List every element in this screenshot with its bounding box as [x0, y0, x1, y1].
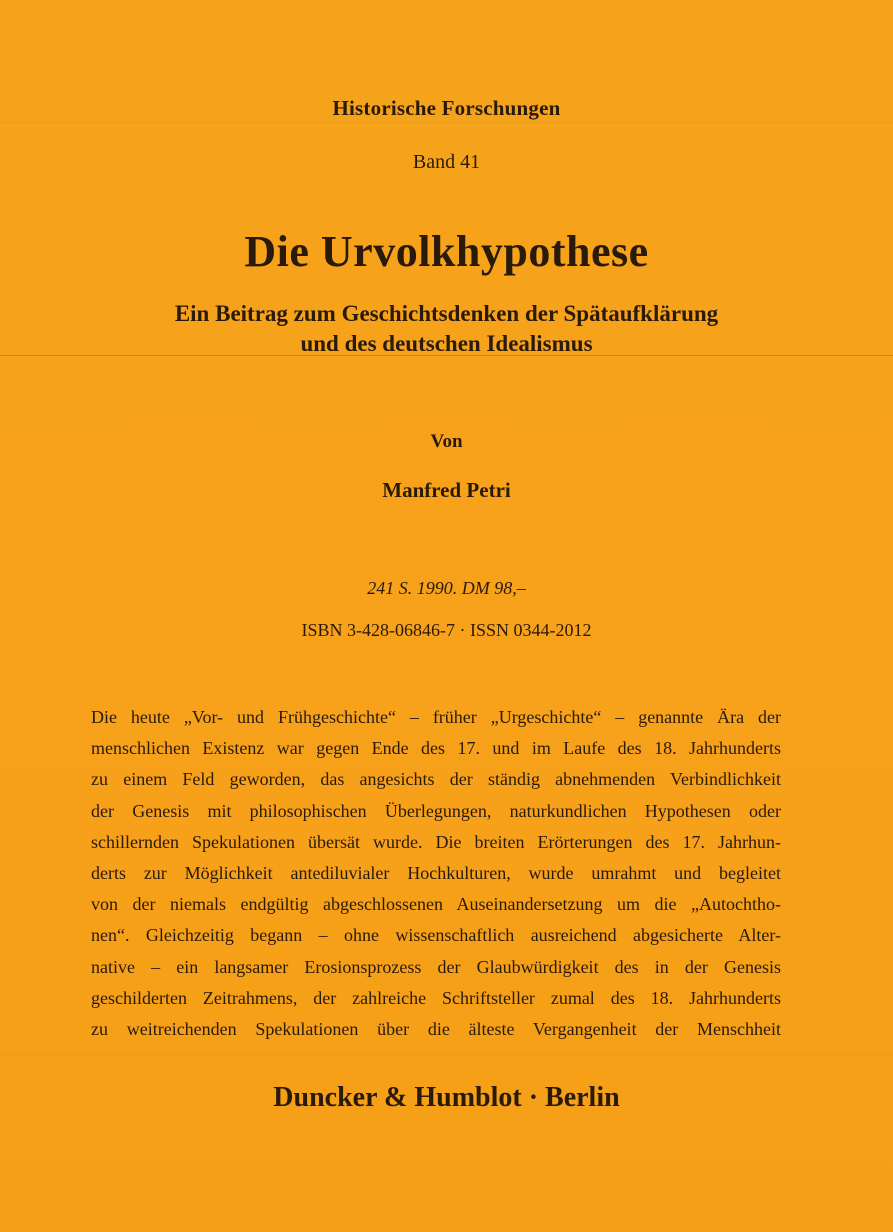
author-name: Manfred Petri [382, 478, 511, 502]
volume-number: Band 41 [412, 151, 481, 173]
abstract-line: der Genesis mit philosophischen Überlegungen, naturkundlichen Hypothesen oder [91, 800, 781, 821]
book-title: Die Urvolkhypothese [244, 227, 649, 276]
abstract-line: native – ein langsamer Erosionsprozess der Glaubwürdigkeit des in der Genesis [91, 956, 781, 977]
abstract-line: menschlichen Existenz war gegen Ende des 17. und im Laufe des 18. Jahrhunderts [91, 738, 781, 759]
series-title: Historische Forschungen [332, 96, 561, 120]
abstract-line: geschilderten Zeitrahmens, der zahlreiche Schriftsteller zumal des 18. Jahrhunderts [91, 987, 781, 1008]
fold-line-bottom [0, 1054, 893, 1055]
subtitle-line-2: und des deutschen Idealismus [300, 331, 593, 356]
abstract-text [91, 702, 781, 1045]
fold-line-top [0, 122, 893, 123]
abstract-line: zu weitreichenden Spekulationen über die älteste Vergangenheit der Menschheit [91, 1018, 781, 1039]
abstract-line: derts zur Möglichkeit antediluvialer Hochkulturen, wurde umrahmt und begleitet [91, 862, 781, 883]
abstract-line: zu einem Feld geworden, das angesichts der ständig abnehmenden Verbindlichkeit [91, 769, 781, 790]
subtitle-line-1: Ein Beitrag zum Geschichtsdenken der Spätaufklärung [174, 301, 719, 326]
abstract-line: von der niemals endgültig abgeschlossenen Auseinandersetzung um die „Autochtho- [91, 894, 781, 915]
book-subtitle [0, 299, 893, 359]
publication-details: 241 S. 1990. DM 98,– [367, 578, 526, 598]
abstract-line: Die heute „Vor- und Frühgeschichte“ – früher „Urgeschichte“ – genannte Ära der [91, 707, 781, 727]
publisher-name: Duncker & Humblot · Berlin [273, 1082, 620, 1113]
isbn-issn: ISBN 3-428-06846-7 · ISSN 0344-2012 [301, 620, 592, 640]
abstract-line: nen“. Gleichzeitig begann – ohne wissenschaftlich ausreichend abgesicherte Alter- [91, 925, 781, 946]
by-label: Von [430, 431, 463, 452]
abstract-line: schillernden Spekulationen übersät wurde. Die breiten Erörterungen des 17. Jahrhun- [91, 831, 781, 852]
